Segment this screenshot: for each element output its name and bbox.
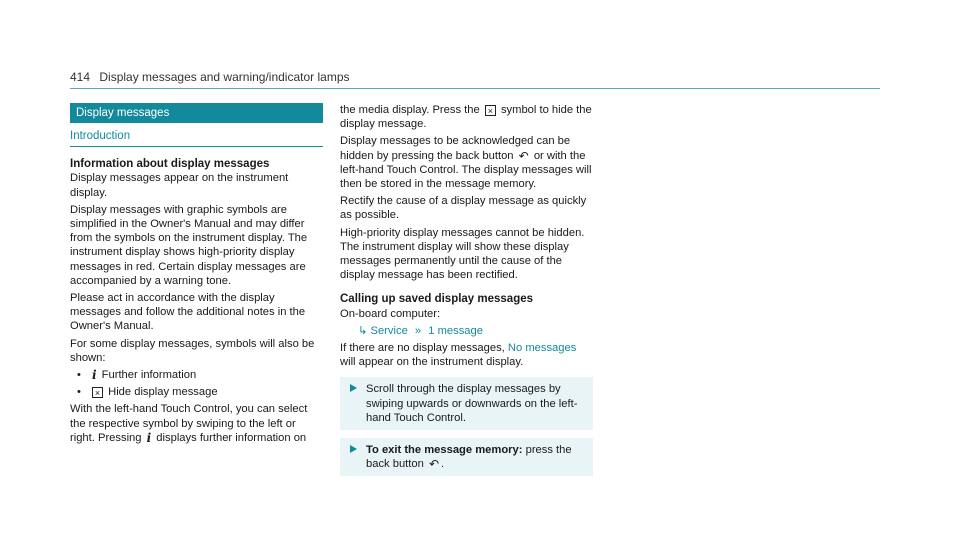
info-heading: Information about display messages (70, 158, 270, 171)
paragraph: the media display. Press the × symbol to hide the display message. (340, 104, 592, 131)
step-exit: To exit the message memory: press the back button ↶ . (340, 438, 593, 476)
close-icon: × (92, 387, 103, 398)
menu-arrow-icon: ↳ (358, 324, 368, 337)
right-column (340, 103, 593, 476)
paragraph: With the left-hand Touch Control, you can select the respective symbol by swiping to the left or right. Pressing i displays further information on (70, 403, 308, 445)
menu-item-messages: 1 message (428, 324, 483, 337)
paragraph: Display messages to be acknowledged can be hidden by pressing the back button ↶ or with the left-hand Touch Control. The display messages will then be stored in the message memory. (340, 135, 592, 191)
paragraph: Display messages with graphic symbols are simplified in the Owner's Manual and may differ from the symbols on the instrument display. The instrument display shows high-priority display messages in red. Certain display messages are accompanied by a warning tone. (70, 203, 308, 287)
menu-path (340, 324, 593, 338)
onboard-label: On-board computer: (340, 307, 441, 320)
info-icon: i (146, 430, 152, 445)
subsection-title: Introduction (70, 129, 323, 147)
back-button-icon: ↶ (518, 148, 529, 163)
bullet-item: • × Hide display message (70, 385, 323, 399)
calling-heading: Calling up saved display messages (340, 293, 534, 306)
left-column (70, 103, 323, 448)
no-messages-label: No messages (507, 342, 577, 355)
section-title-bar: Display messages (70, 103, 323, 123)
paragraph: For some display messages, symbols will also be shown: (70, 337, 315, 364)
paragraph: Display messages appear on the instrument display. (70, 172, 289, 199)
paragraph: High-priority display messages cannot be hidden. The instrument display will show these display messages permanently until the cause of the display message has been rectified. (340, 226, 585, 282)
page-header (70, 70, 880, 84)
step-arrow-icon (350, 445, 357, 453)
step-scroll: Scroll through the display messages by swiping upwards or downwards on the left-hand Touch Control. (340, 377, 593, 430)
menu-item-service: Service (370, 324, 408, 337)
header-divider (70, 88, 880, 89)
page-number: 414 (70, 70, 91, 84)
bullet-item: • i Further information (70, 368, 323, 382)
info-icon: i (92, 368, 97, 383)
paragraph: Please act in accordance with the display messages and follow the additional notes in the Owner's Manual. (70, 292, 306, 333)
double-chevron-icon: » (414, 324, 422, 337)
paragraph: If there are no display messages, No messages will appear on the instrument display. (340, 342, 577, 369)
page-header-title: Display messages and warning/indicator lamps (99, 70, 350, 84)
close-icon: × (485, 105, 496, 116)
paragraph: Rectify the cause of a display message as quickly as possible. (340, 195, 587, 222)
step-arrow-icon (350, 384, 357, 392)
back-button-icon: ↶ (428, 457, 440, 472)
